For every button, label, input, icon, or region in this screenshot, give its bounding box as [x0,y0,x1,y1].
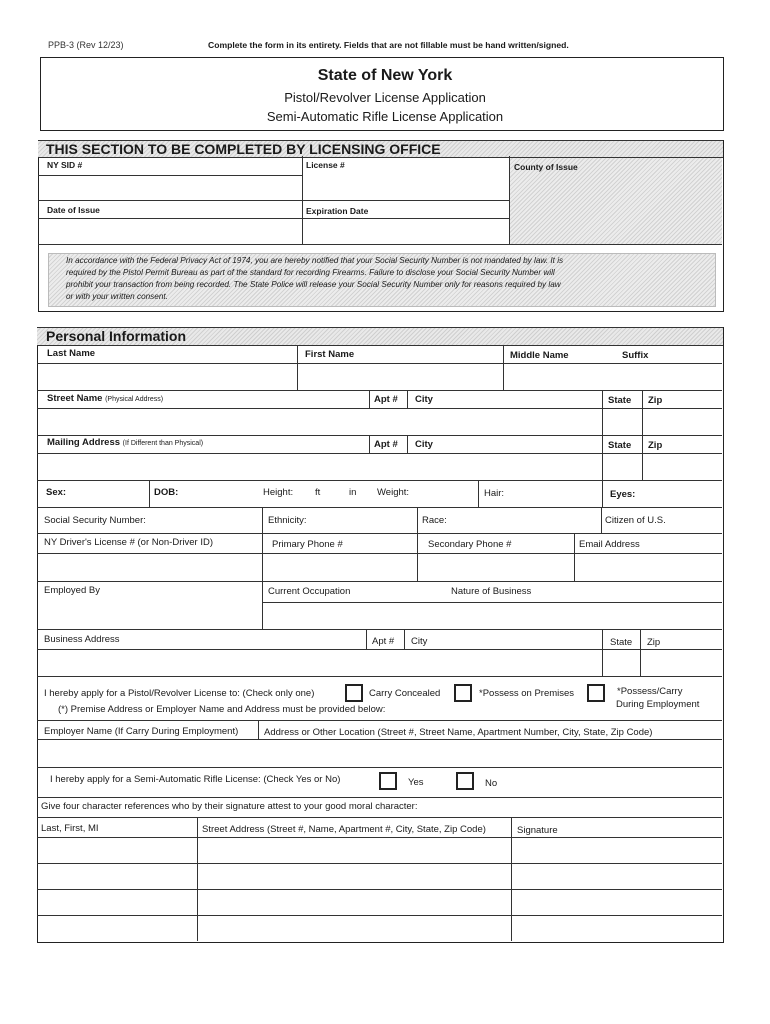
possess-carry-employment-checkbox[interactable] [587,684,605,702]
street-name-label: Street Name (Physical Address) [47,393,164,404]
street-zip-label: Zip [648,395,663,406]
height-label: Height: [263,487,294,498]
business-zip-label: Zip [647,637,661,648]
height-in-label: in [349,487,357,498]
carry-concealed-label: Carry Concealed [369,688,441,699]
street-state-label: State [608,395,632,406]
secondary-phone-label: Secondary Phone # [428,539,512,550]
weight-label: Weight: [377,487,410,498]
dob-label: DOB: [154,487,179,498]
possess-carry-label-1: *Possess/Carry [617,686,683,697]
mailing-address-label: Mailing Address (If Different than Physical) [47,437,204,448]
business-address-label: Business Address [44,634,120,645]
email-label: Email Address [579,539,640,550]
personal-heading: Personal Information [46,328,187,344]
nature-business-label: Nature of Business [451,586,532,597]
licensing-heading: THIS SECTION TO BE COMPLETED BY LICENSING OFFICE [46,141,441,157]
carry-concealed-checkbox[interactable] [345,684,363,702]
form-instruction: Complete the form in its entirety. Fields that are not fillable must be hand written/signed. [208,40,569,50]
references-intro: Give four character references who by their signature attest to your good moral character: [41,801,418,812]
pistol-apply-question: I hereby apply for a Pistol/Revolver License to: (Check only one) [44,688,315,699]
middle-name-label: Middle Name [510,350,569,361]
business-state-label: State [610,637,633,648]
license-number-label: License # [306,160,345,170]
employer-name-label: Employer Name (If Carry During Employment) [44,726,239,737]
title-line-rifle: Semi-Automatic Rifle License Application [266,109,504,124]
address-location-label: Address or Other Location (Street #, Street Name, Apartment Number, City, State, Zip Code) [264,727,653,738]
nysid-label: NY SID # [47,160,83,170]
privacy-line-1: In accordance with the Federal Privacy Act of 1974, you are hereby notified that your Social Security Number is not mandated by law. It is [66,256,564,265]
reference-row-line-1 [37,863,722,864]
date-issue-label: Date of Issue [47,205,100,215]
state-title: State of New York [317,67,453,84]
possess-premises-checkbox[interactable] [454,684,472,702]
mailing-apt-label: Apt # [374,439,398,450]
expiration-label: Expiration Date [306,206,369,216]
reference-name-header: Last, First, MI [41,823,99,834]
eyes-label: Eyes: [610,489,636,500]
race-label: Race: [422,515,447,526]
title-line-pistol: Pistol/Revolver License Application [284,90,486,105]
rifle-no-label: No [485,778,498,789]
premise-note: (*) Premise Address or Employer Name and Address must be provided below: [58,704,386,715]
business-city-label: City [411,636,428,647]
citizen-label: Citizen of U.S. [605,515,666,526]
street-city-label: City [415,394,433,405]
rifle-apply-question: I hereby apply for a Semi-Automatic Rifle License: (Check Yes or No) [50,774,341,785]
last-name-label: Last Name [47,348,96,359]
privacy-line-2: required by the Pistol Permit Bureau as part of the standard for recording Firearms. Failure to disclose your Social Security Number will [66,268,555,277]
form-code: PPB-3 (Rev 12/23) [48,40,124,50]
hair-label: Hair: [484,488,505,499]
height-ft-label: ft [315,487,321,498]
rifle-yes-label: Yes [408,777,424,788]
primary-phone-label: Primary Phone # [272,539,343,550]
rifle-no-checkbox[interactable] [456,772,474,790]
rifle-yes-checkbox[interactable] [379,772,397,790]
ethnicity-label: Ethnicity: [268,515,307,526]
driver-license-label: NY Driver's License # (or Non-Driver ID) [44,537,213,548]
reference-row-line-2 [37,889,722,890]
reference-signature-header: Signature [517,825,558,836]
ssn-label: Social Security Number: [44,515,146,526]
occupation-label: Current Occupation [268,586,351,597]
mailing-zip-label: Zip [648,440,663,451]
reference-row-line-3 [37,915,722,916]
street-apt-label: Apt # [374,394,398,405]
business-apt-label: Apt # [372,636,395,647]
privacy-line-4: or with your written consent. [66,292,168,301]
possess-carry-label-2: During Employment [616,699,700,710]
first-name-label: First Name [305,349,355,360]
sex-label: Sex: [46,487,67,498]
mailing-city-label: City [415,439,433,450]
reference-address-header: Street Address (Street #, Name, Apartment #, City, State, Zip Code) [202,824,486,835]
employed-by-label: Employed By [44,585,100,596]
possess-premises-label: *Possess on Premises [479,688,575,699]
personal-section [37,327,724,943]
county-label: County of Issue [514,162,578,172]
suffix-label: Suffix [622,350,649,361]
privacy-line-3: prohibit your transaction from being recorded. The State Police will release your Social Security Number only for reasons required by law [66,280,561,289]
mailing-state-label: State [608,440,632,451]
